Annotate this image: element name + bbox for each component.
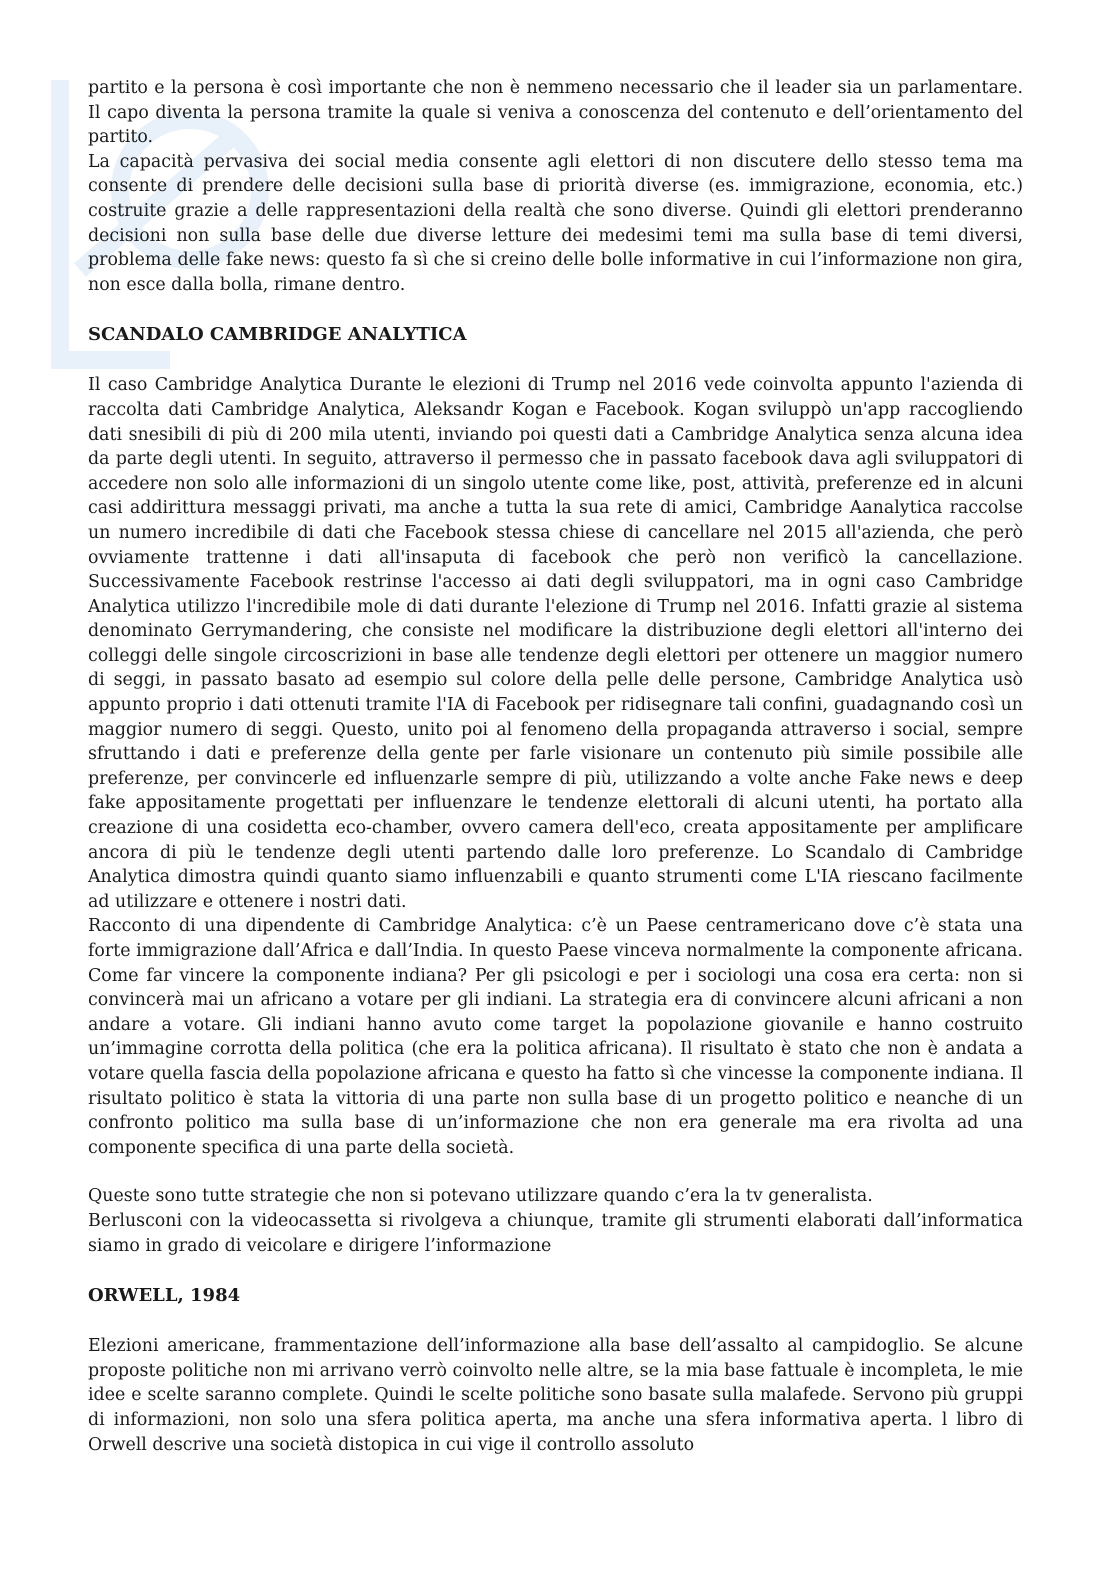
cambridge-paragraph-4: Berlusconi con la videocassetta si rivolgeva a chiunque, tramite gli strumenti elaborati dall’informatica siamo in grado di veicolare e dirigere l’informazione [88,1210,1023,1256]
section-heading-cambridge-analytica: SCANDALO CAMBRIDGE ANALYTICA [88,324,467,346]
intro-paragraph-2: La capacità pervasiva dei social media consente agli elettori di non discutere dello stesso tema ma consente di prendere delle decisioni sulla base di priorità diverse (es. immigrazione, economia, etc.) costruite grazie a delle rappresentazioni della realtà che sono diverse. Quindi gli elettori prenderanno decisioni non sulla base delle due diverse letture dei medesimi temi ma sulla base di temi diversi, problema delle fake news: questo fa sì che si creino delle bolle informative in cui l’informazione non gira, non esce dalla bolla, rimane dentro. [88,151,1023,295]
cambridge-paragraph-1: Il caso Cambridge Analytica Durante le elezioni di Trump nel 2016 vede coinvolta appunto l'azienda di raccolta dati Cambridge Analytica, Aleksandr Kogan e Facebook. Kogan sviluppò un'app raccogliendo dati snesibili di più di 200 mila utenti, inviando poi questi dati a Cambridge Analytica senza alcuna idea da parte degli utenti. In seguito, attraverso il permesso che in passato facebook dava agli sviluppatori di accedere non solo alle informazioni di un singolo utente come like, post, attività, preferenze ed in alcuni casi addirittura messaggi privati, ma anche a tutta la sua rete di amici, Cambridge Aanalytica raccolse un numero incredibile di dati che Facebook stessa chiese di cancellare nel 2015 all'azienda, che però ovviamente trattenne i dati all'insaputa di facebook che però non verificò la cancellazione. Successivamente Facebook restrinse l'accesso ai dati degli sviluppatori, ma in ogni caso Cambridge Analytica utilizzo l'incredibile mole di dati durante l'elezione di Trump nel 2016. Infatti grazie al sistema denominato Gerrymandering, che consiste nel modificare la distribuzione degli elettori all'interno dei colleggi delle singole circoscrizioni in base alle tendenze degli elettori per ottenere un maggior numero di seggi, in passato basato ad esempio sul colore della pelle delle persone, Cambridge Analytica usò appunto proprio i dati ottenuti tramite l'IA di Facebook per ridisegnare tali confini, guadagnando così un maggior numero di seggi. Questo, unito poi al fenomeno della propaganda attraverso i social, sempre sfruttando i dati e preferenze della gente per farle visionare un contenuto più simile possibile alle preferenze, per convincerle ed influenzarle sempre di più, utilizzando a volte anche Fake news e deep fake appositamente progettati per influenzare le tendenze elettorali di alcuni utenti, ha portato alla creazione di una cosidetta eco-chamber, ovvero camera dell'eco, creata appositamente per amplificare ancora di più le tendenze degli utenti partendo dalle loro preferenze. Lo Scandalo di Cambridge Analytica dimostra quindi quanto siamo influenzabili e quanto strumenti come L'IA riescano facilmente ad utilizzare e ottenere i nostri dati. [88,375,1023,912]
section-heading-orwell: ORWELL, 1984 [88,1285,241,1307]
document-page [88,76,1023,1457]
intro-paragraph-1: partito e la persona è così importante che non è nemmeno necessario che il leader sia un parlamentare. Il capo diventa la persona tramite la quale si veniva a conoscenza del contenuto e dell’orientamento del partito. [88,78,1023,148]
cambridge-paragraph-2: Racconto di una dipendente di Cambridge Analytica: c’è un Paese centramericano dove c’è stata una forte immigrazione dall’Africa e dall’India. In questo Paese vinceva normalmente la componente africana. Come far vincere la componente indiana? Per gli psicologi e per i sociologi una cosa era certa: non si convincerà mai un africano a votare per gli indiani. La strategia era di convincere alcuni africani a non andare a votare. Gli indiani hanno avuto come target la popolazione giovanile e hanno costruito un’immagine corrotta della politica (che era la politica africana). Il risultato è stato che non è andata a votare quella fascia della popolazione africana e questo ha fatto sì che vincesse la componente indiana. Il risultato politico è stata la vittoria di una parte non sulla base di un progetto politico e neanche di un confronto politico ma sulla base di un’informazione che non era generale ma era rivolta ad una componente specifica di una parte della società. [88,916,1023,1158]
cambridge-paragraph-3: Queste sono tutte strategie che non si potevano utilizzare quando c’era la tv generalista. [88,1186,873,1207]
orwell-paragraph-1: Elezioni americane, frammentazione dell’informazione alla base dell’assalto al campidoglio. Se alcune proposte politiche non mi arrivano verrò coinvolto nelle altre, se la mia base fattuale è incompleta, le mie idee e scelte saranno complete. Quindi le scelte politiche sono basate sulla malafede. Servono più gruppi di informazioni, non solo una sfera politica aperta, ma anche una sfera informativa aperta. l libro di Orwell descrive una società distopica in cui vige il controllo assoluto [88,1336,1023,1455]
